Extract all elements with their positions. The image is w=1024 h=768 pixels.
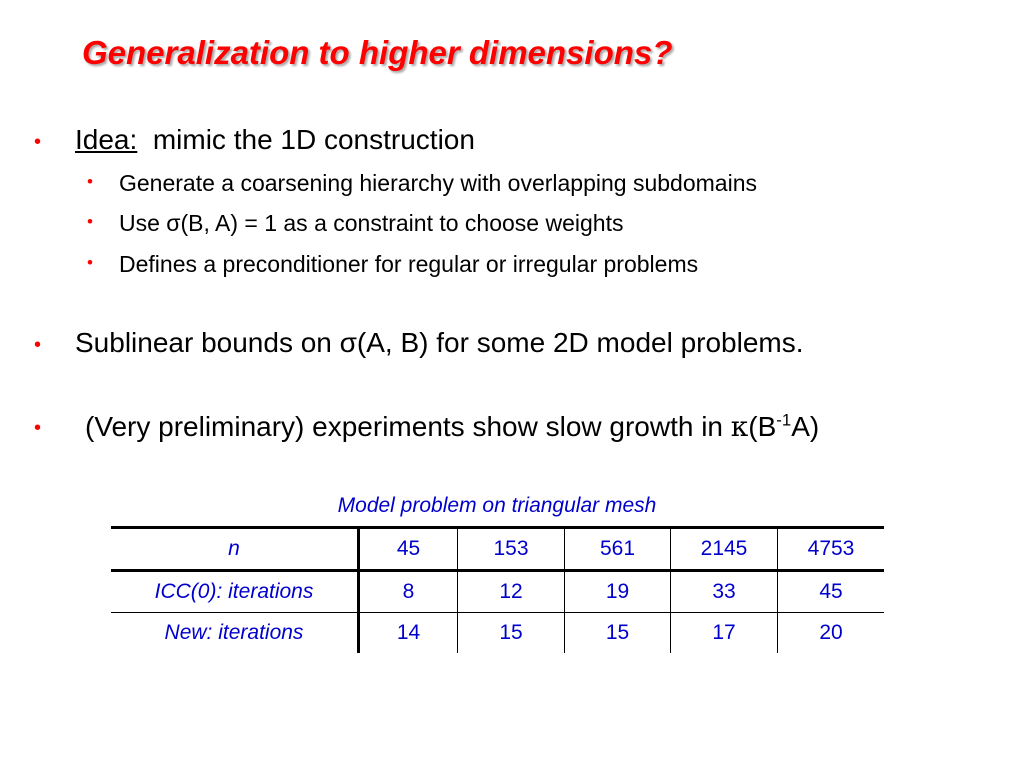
sub-bullet-marker: • [87,253,93,272]
bullet-marker: • [34,417,42,439]
table-cell: 33 [671,571,778,613]
table-cell: 4753 [778,528,885,571]
table-cell: 17 [671,613,778,654]
bullet-text: Sublinear bounds on σ(A, B) for some 2D model problems. [75,327,804,358]
table-cell: 15 [458,613,565,654]
table-cell: 45 [778,571,885,613]
bullet-marker: • [34,334,42,356]
results-table [111,526,884,653]
kappa-symbol: κ [730,410,749,443]
idea-label: Idea: [75,124,138,155]
bullet-text: (Very preliminary) experiments show slow growth in $\kappa(B^{-1}A)$ [85,410,820,443]
table-cell: 14 [359,613,458,654]
table-cell: 561 [565,528,671,571]
table-cell: 153 [458,528,565,571]
inverse-superscript: -1 [776,410,792,430]
sub-bullet-text: Generate a coarsening hierarchy with overlapping subdomains [119,170,757,196]
row-header: New: iterations [111,613,359,654]
table-cell: 12 [458,571,565,613]
table-cell: 20 [819,621,843,644]
bullet-marker: • [34,131,42,153]
row-header: ICC(0): iterations [111,571,359,613]
sub-bullet-text: Use σ(B, A) = 1 as a constraint to choose weights [119,210,624,236]
table-cell: 15 [565,613,671,654]
table-row [111,571,884,613]
sub-bullet-marker: • [87,212,93,231]
table-cell: 8 [359,571,458,613]
table-cell: 45 [359,528,458,571]
sub-bullet-marker: • [87,172,93,191]
table-cell: 2145 [671,528,778,571]
table-row [111,528,884,571]
row-header: n [111,528,359,571]
table-row [111,613,884,654]
table-cell: 19 [565,571,671,613]
slide-title: Generalization to higher dimensions? [82,34,673,71]
sub-bullet-text: Defines a preconditioner for regular or irregular problems [119,251,699,277]
idea-text: mimic the 1D construction [152,124,475,155]
table-caption: Model problem on triangular mesh [337,494,657,517]
